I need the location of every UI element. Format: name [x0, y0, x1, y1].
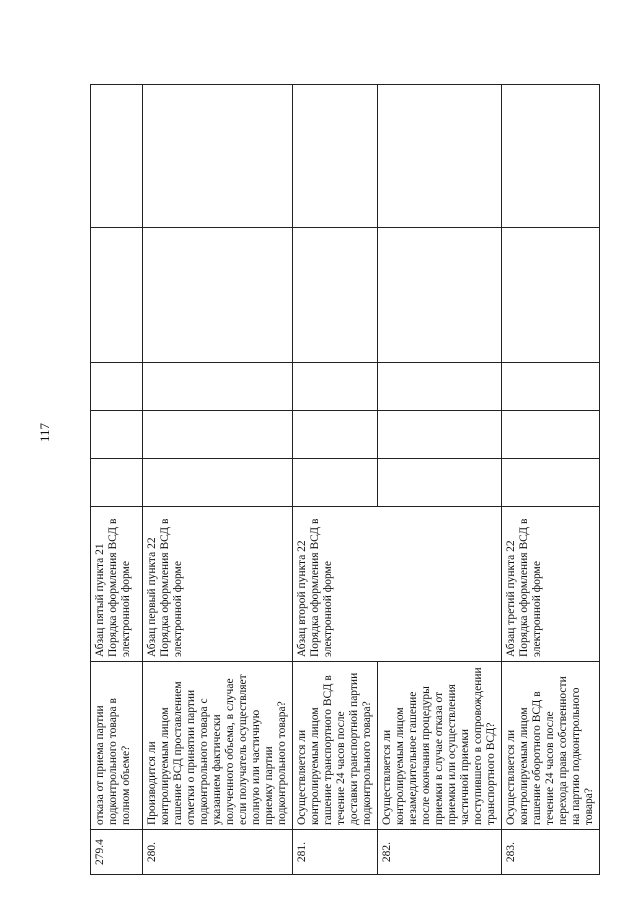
answer-na-cell — [293, 363, 378, 411]
answer-no-cell — [378, 411, 502, 459]
comment-cell — [293, 85, 378, 228]
comment-cell — [378, 85, 502, 228]
answer-yes-cell — [502, 459, 600, 507]
reference-cell: Абзац третий пункта 22 Порядка оформления ВСД в электронной форме — [502, 507, 600, 662]
table-row — [293, 85, 378, 875]
notes-cell — [378, 228, 502, 363]
row-number: 281. — [293, 830, 378, 875]
answer-yes-cell — [378, 459, 502, 507]
answer-na-cell — [143, 363, 293, 411]
answer-no-cell — [143, 411, 293, 459]
answer-na-cell — [378, 363, 502, 411]
notes-cell — [143, 228, 293, 363]
reference-cell: Абзац пятый пункта 21 Порядка оформления ВСД в электронной форме — [91, 507, 143, 662]
notes-cell — [502, 228, 600, 363]
reference-cell: Абзац первый пункта 22 Порядка оформления ВСД в электронной форме — [143, 507, 293, 662]
comment-cell — [143, 85, 293, 228]
question-cell: отказа от приема партии подконтрольного товара в полном объеме? — [91, 662, 143, 830]
question-cell: Осуществляется ли контролируемым лицом незамедлительное гашение после окончания процедуры приемки в случае отказа от приемки или осуществления частичной приемки поступившего в сопровождении транспортного ВСД? — [378, 662, 502, 830]
row-number: 279.4 — [91, 830, 143, 875]
notes-cell — [91, 228, 143, 363]
answer-na-cell — [91, 363, 143, 411]
row-number: 282. — [378, 830, 502, 875]
answer-no-cell — [502, 411, 600, 459]
table-row — [378, 85, 502, 875]
answer-no-cell — [91, 411, 143, 459]
table-row — [91, 85, 143, 875]
comment-cell — [91, 85, 143, 228]
answer-yes-cell — [293, 459, 378, 507]
page-number: 117 — [37, 422, 52, 442]
checklist-table-sheet — [90, 85, 595, 875]
comment-cell — [502, 85, 600, 228]
question-cell: Осуществляется ли контролируемым лицом гашение транспортного ВСД в течение 24 часов после доставки транспортной партии подконтрольного товара? — [293, 662, 378, 830]
answer-yes-cell — [91, 459, 143, 507]
table-row — [502, 85, 600, 875]
row-number: 280. — [143, 830, 293, 875]
answer-no-cell — [293, 411, 378, 459]
reference-cell: Абзац второй пункта 22 Порядка оформления ВСД в электронной форме — [293, 507, 502, 662]
row-number: 283. — [502, 830, 600, 875]
answer-yes-cell — [143, 459, 293, 507]
table-row — [143, 85, 293, 875]
answer-na-cell — [502, 363, 600, 411]
question-cell: Производится ли контролируемым лицом гашение ВСД проставлением отметки о принятии партии подконтрольного товара с указанием фактически полученного объема, в случае если получатель осуществляет полную или частичную приемку партии подконтрольного товара? — [143, 662, 293, 830]
question-cell: Осуществляется ли контролируемым лицом гашение оборотного ВСД в течение 24 часов после перехода права собственности на партию подконтрольного товара? — [502, 662, 600, 830]
checklist-table — [90, 84, 600, 875]
notes-cell — [293, 228, 378, 363]
